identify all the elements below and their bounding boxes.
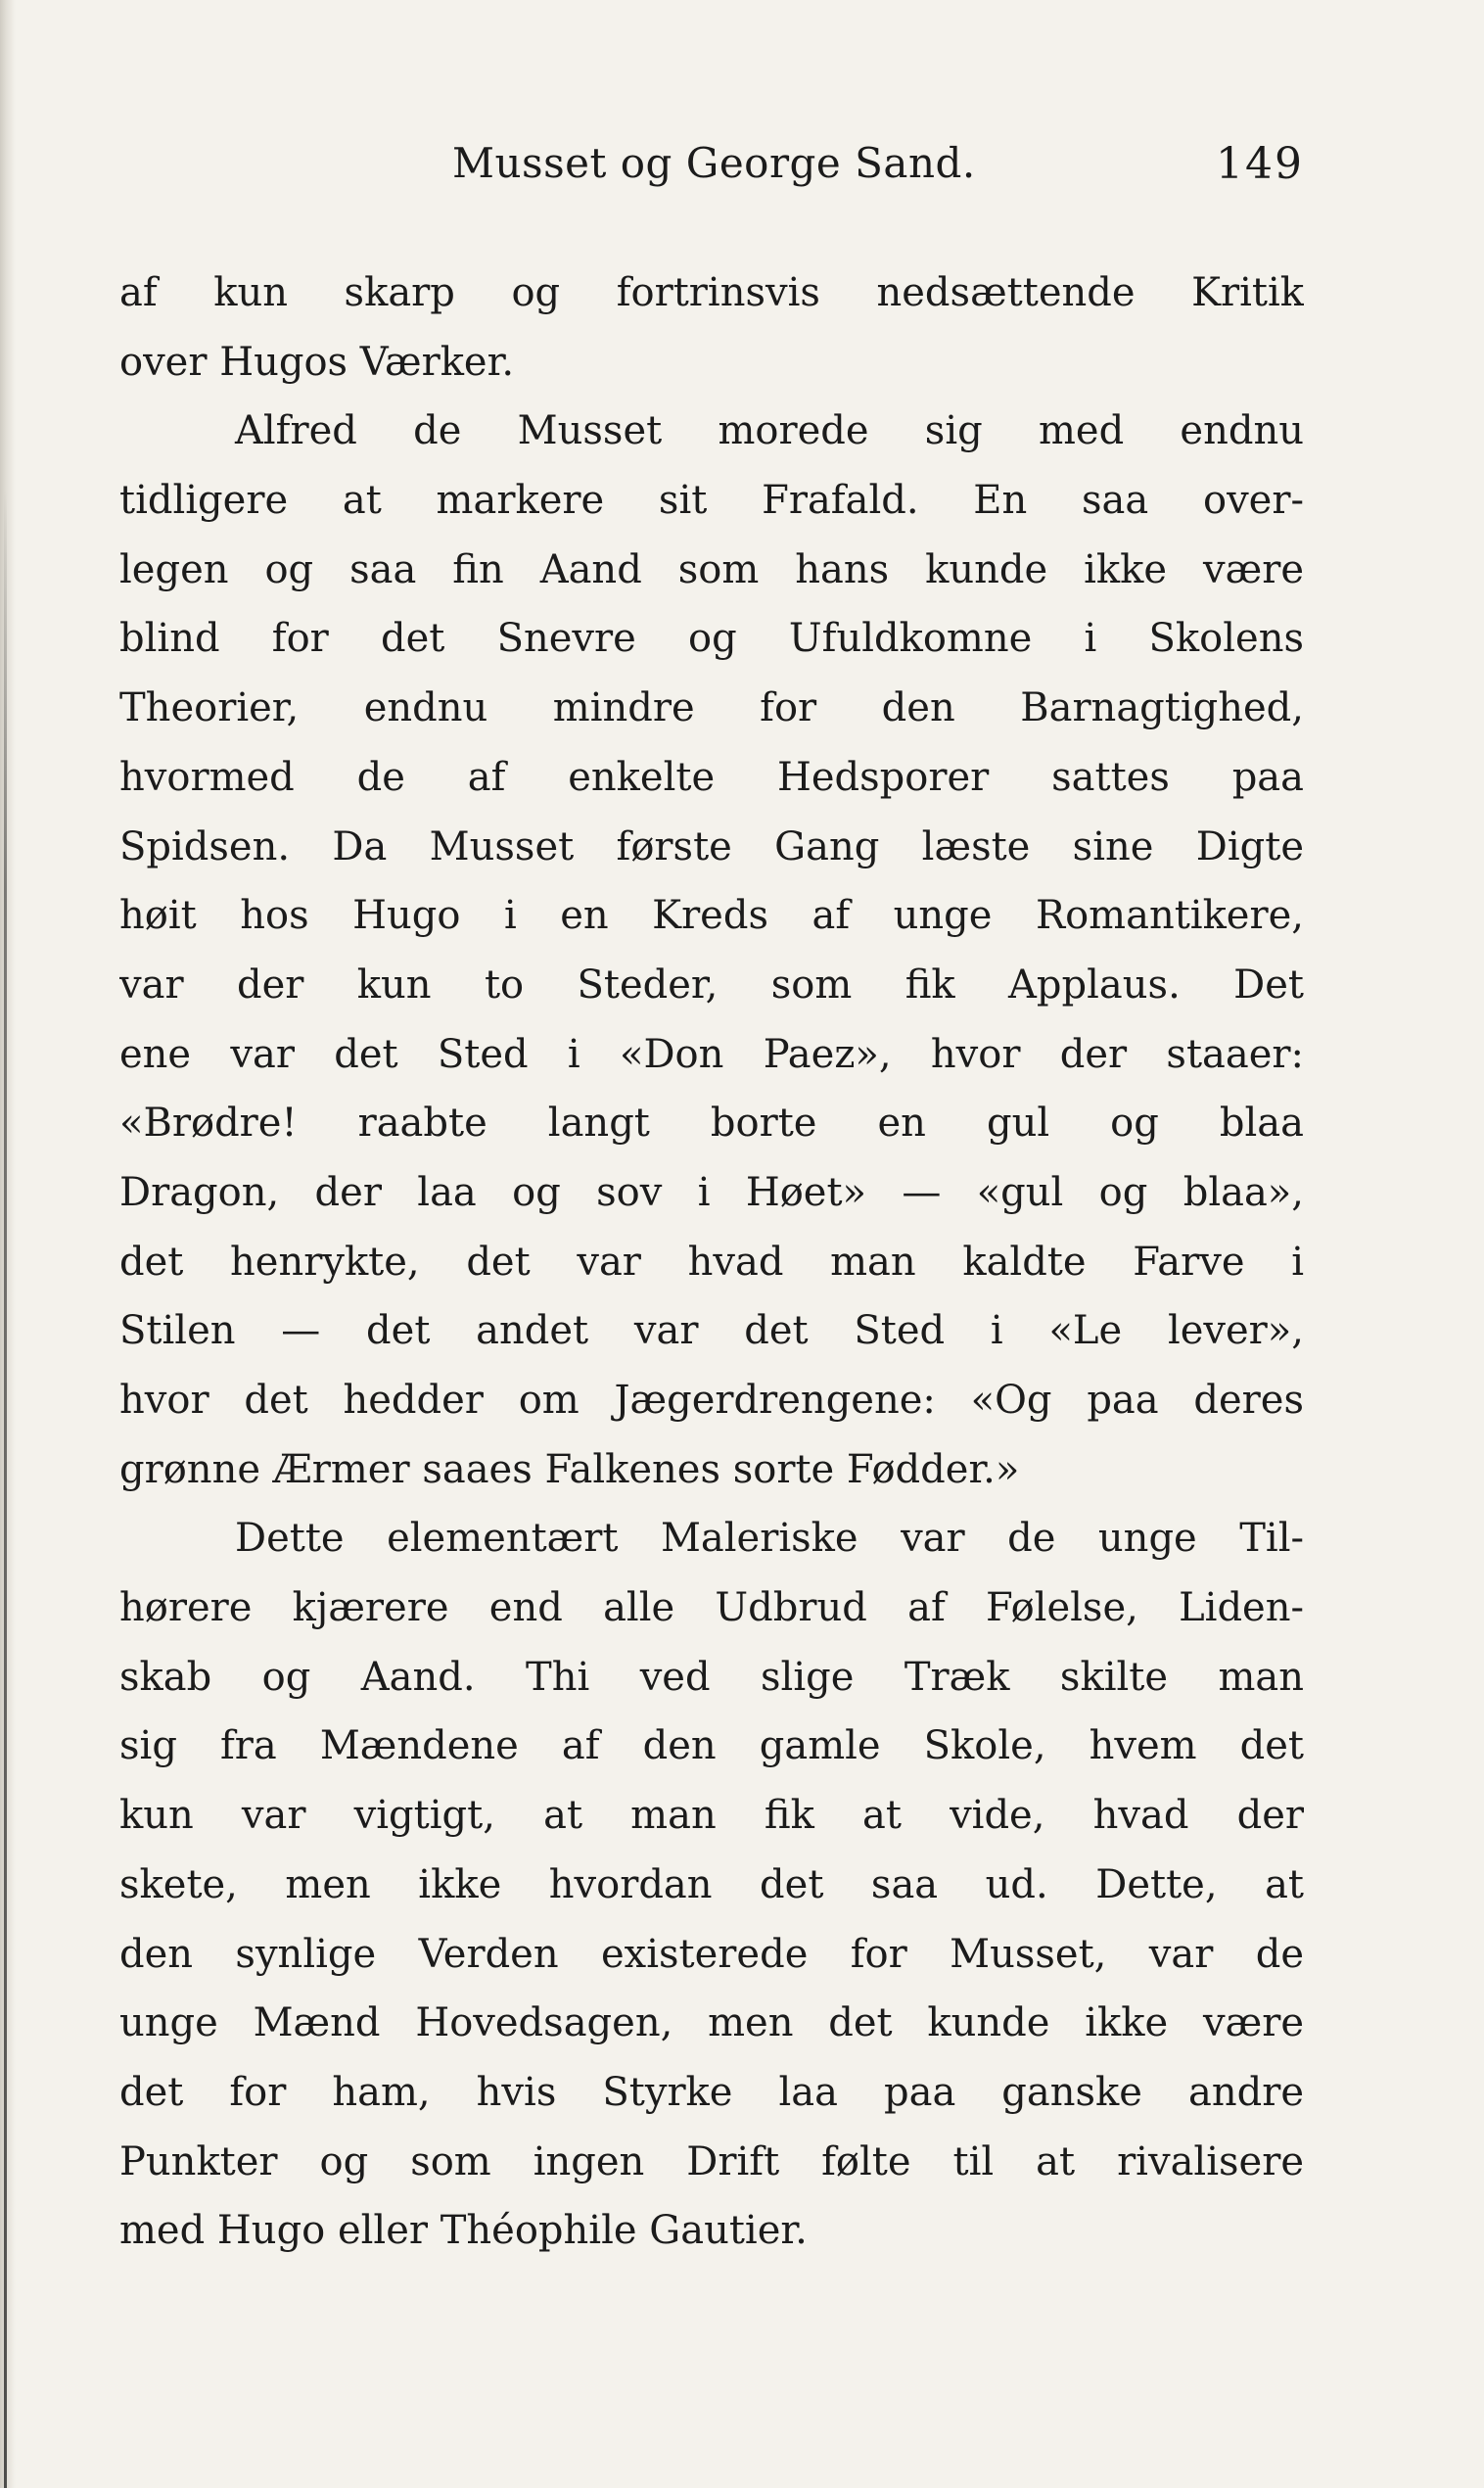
text-line: blind for det Snevre og Ufuldkomne i Skolens xyxy=(119,616,1304,662)
binding-shadow-line xyxy=(4,490,7,2488)
text-line: Alfred de Musset morede sig med endnu xyxy=(235,408,1304,454)
text-line: unge Mænd Hovedsagen, men det kunde ikke være xyxy=(119,2000,1304,2046)
running-head: Musset og George Sand. xyxy=(452,139,976,187)
text-line: Punkter og som ingen Drift følte til at rivalisere xyxy=(119,2138,1304,2184)
text-line: Spidsen. Da Musset første Gang læste sine Digte xyxy=(119,823,1304,869)
text-line: grønne Ærmer saaes Falkenes sorte Fødder.» xyxy=(119,1446,1020,1492)
text-line: «Brødre! raabte langt borte en gul og blaa xyxy=(119,1101,1304,1147)
text-line: Dette elementært Maleriske var de unge Til- xyxy=(235,1516,1304,1562)
text-line: Theorier, endnu mindre for den Barnagtighed, xyxy=(119,685,1304,731)
text-line: med Hugo eller Théophile Gautier. xyxy=(119,2208,808,2254)
text-line: Dragon, der laa og sov i Høet» — «gul og blaa», xyxy=(119,1169,1304,1215)
text-line: den synlige Verden existerede for Musset, var de xyxy=(119,1931,1304,1977)
text-line: over Hugos Værker. xyxy=(119,339,515,385)
text-line: hvor det hedder om Jægerdrengene: «Og paa deres xyxy=(119,1378,1304,1423)
text-line: ene var det Sted i «Don Paez», hvor der staaer: xyxy=(119,1031,1304,1077)
text-line: tidligere at markere sit Frafald. En saa over- xyxy=(119,478,1304,524)
page-header xyxy=(119,139,1304,198)
text-line: skab og Aand. Thi ved slige Træk skilte man xyxy=(119,1654,1304,1700)
text-line: det for ham, hvis Styrke laa paa ganske andre xyxy=(119,2069,1304,2115)
text-line: hvormed de af enkelte Hedsporer sattes paa xyxy=(119,754,1304,800)
text-line: kun var vigtigt, at man fik at vide, hvad der xyxy=(119,1793,1304,1839)
page-number: 149 xyxy=(1216,139,1304,189)
text-line: det henrykte, det var hvad man kaldte Farve i xyxy=(119,1239,1304,1285)
text-line: hørere kjærere end alle Udbrud af Følelse, Liden- xyxy=(119,1585,1304,1631)
text-line: legen og saa fin Aand som hans kunde ikke være xyxy=(119,546,1304,592)
text-line: skete, men ikke hvordan det saa ud. Dette, at xyxy=(119,1861,1304,1907)
body-text xyxy=(119,258,1304,2266)
text-line: af kun skarp og fortrinsvis nedsættende Kritik xyxy=(119,270,1304,315)
text-line: Stilen — det andet var det Sted i «Le lever», xyxy=(119,1308,1304,1354)
text-line: var der kun to Steder, som fik Applaus. Det xyxy=(119,962,1304,1008)
page-binding-edge xyxy=(0,0,16,2488)
text-line: sig fra Mændene af den gamle Skole, hvem det xyxy=(119,1723,1304,1769)
text-line: høit hos Hugo i en Kreds af unge Romantikere, xyxy=(119,893,1304,939)
